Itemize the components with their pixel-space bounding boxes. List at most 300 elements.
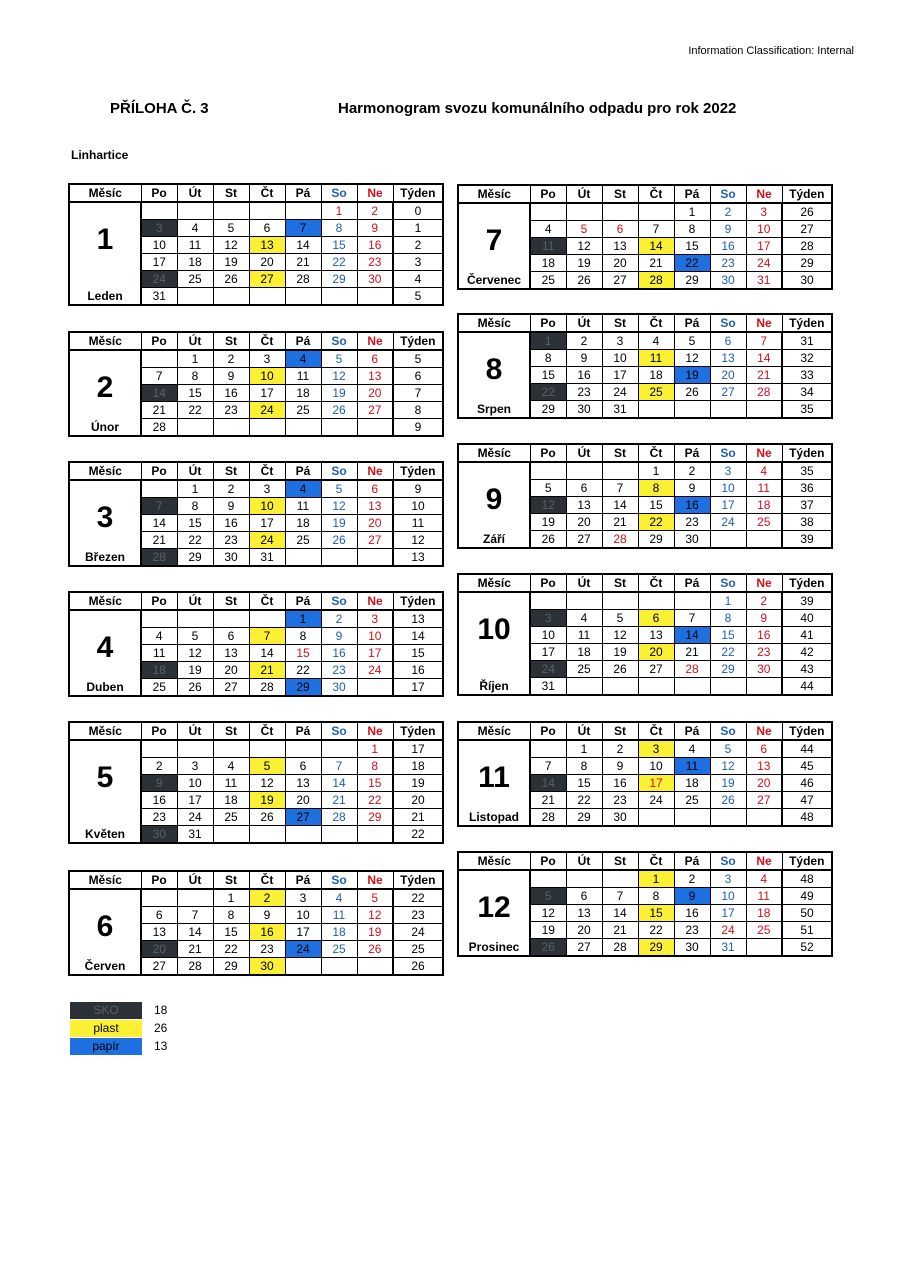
day-cell: 7 [249, 628, 285, 645]
day-cell: 14 [321, 775, 357, 792]
day-cell [638, 401, 674, 419]
day-cell: 3 [249, 480, 285, 498]
day-cell: 17 [638, 775, 674, 792]
day-cell: 3 [710, 462, 746, 480]
day-cell: 20 [638, 644, 674, 661]
column-header: Týden [782, 852, 832, 870]
month-number: 2 [96, 371, 114, 404]
day-cell [249, 419, 285, 437]
day-cell: 20 [357, 385, 393, 402]
day-cell [249, 610, 285, 628]
month-table-11 [457, 721, 833, 827]
day-cell: 9 [357, 220, 393, 237]
day-cell: 2 [746, 592, 782, 610]
appendix-label: PŘÍLOHA Č. 3 [110, 100, 209, 117]
column-header: Týden [393, 592, 443, 610]
day-cell: 14 [530, 775, 566, 792]
day-cell: 14 [674, 627, 710, 644]
day-cell: 22 [357, 792, 393, 809]
day-cell: 20 [566, 922, 602, 939]
day-cell: 9 [566, 350, 602, 367]
day-cell: 21 [602, 922, 638, 939]
day-cell: 13 [638, 627, 674, 644]
day-cell: 12 [249, 775, 285, 792]
month-number: 11 [478, 761, 510, 794]
day-cell: 11 [530, 238, 566, 255]
column-header: St [213, 871, 249, 889]
column-header: So [710, 722, 746, 740]
day-cell: 4 [566, 610, 602, 627]
day-cell: 8 [285, 628, 321, 645]
month-cell [69, 889, 141, 975]
day-cell: 22 [177, 402, 213, 419]
week-number: 32 [782, 350, 832, 367]
column-header: Ne [746, 444, 782, 462]
day-cell [530, 203, 566, 221]
day-cell: 14 [602, 905, 638, 922]
day-cell [213, 419, 249, 437]
day-cell: 4 [321, 889, 357, 907]
day-cell: 24 [141, 271, 177, 288]
day-cell: 4 [285, 350, 321, 368]
column-header: Týden [393, 722, 443, 740]
column-header: Ne [746, 574, 782, 592]
day-cell: 3 [638, 740, 674, 758]
day-cell: 5 [357, 889, 393, 907]
day-cell: 11 [674, 758, 710, 775]
day-cell: 25 [285, 402, 321, 419]
day-cell: 11 [285, 368, 321, 385]
month-table-7 [457, 184, 833, 290]
day-cell [285, 826, 321, 844]
day-cell: 4 [746, 462, 782, 480]
day-cell [602, 870, 638, 888]
week-number: 10 [393, 498, 443, 515]
column-header: Pá [285, 462, 321, 480]
month-name: Leden [87, 289, 123, 303]
column-header: St [602, 314, 638, 332]
column-header: Ne [746, 852, 782, 870]
day-cell: 27 [710, 384, 746, 401]
day-cell: 6 [566, 480, 602, 497]
week-number: 49 [782, 888, 832, 905]
day-cell: 18 [285, 385, 321, 402]
day-cell: 17 [710, 497, 746, 514]
week-row [458, 592, 832, 610]
legend-count: 13 [154, 1039, 168, 1053]
day-cell: 30 [602, 809, 638, 827]
day-cell: 24 [177, 809, 213, 826]
day-cell: 11 [746, 480, 782, 497]
month-name: Červenec [466, 273, 522, 287]
day-cell: 26 [213, 271, 249, 288]
day-cell: 5 [674, 332, 710, 350]
day-cell: 2 [213, 350, 249, 368]
week-number: 48 [782, 809, 832, 827]
day-cell: 1 [177, 480, 213, 498]
day-cell: 13 [357, 368, 393, 385]
month-name: Květen [84, 827, 125, 841]
day-cell: 18 [321, 924, 357, 941]
day-cell: 22 [530, 384, 566, 401]
day-cell: 13 [566, 497, 602, 514]
day-cell [357, 419, 393, 437]
column-header: St [602, 722, 638, 740]
day-cell [638, 809, 674, 827]
day-cell: 10 [141, 237, 177, 254]
day-cell [602, 462, 638, 480]
location-label: Linhartice [71, 148, 129, 162]
day-cell [638, 678, 674, 696]
week-number: 38 [782, 514, 832, 531]
column-header: Ne [357, 462, 393, 480]
day-cell: 7 [674, 610, 710, 627]
day-cell: 20 [602, 255, 638, 272]
week-number: 12 [393, 532, 443, 549]
month-table-1 [68, 183, 444, 306]
column-header: Měsíc [69, 871, 141, 889]
day-cell [638, 592, 674, 610]
day-cell: 28 [638, 272, 674, 290]
day-cell: 31 [249, 549, 285, 567]
day-cell: 28 [249, 679, 285, 697]
day-cell: 1 [285, 610, 321, 628]
day-cell: 14 [141, 515, 177, 532]
day-cell [177, 740, 213, 758]
column-header: Čt [638, 574, 674, 592]
day-cell: 2 [213, 480, 249, 498]
day-cell [566, 592, 602, 610]
day-cell: 21 [321, 792, 357, 809]
day-cell: 29 [638, 531, 674, 549]
day-cell: 12 [566, 238, 602, 255]
day-cell: 8 [710, 610, 746, 627]
column-header: Po [530, 574, 566, 592]
day-cell: 16 [746, 627, 782, 644]
column-header: Po [530, 852, 566, 870]
week-number: 11 [393, 515, 443, 532]
day-cell [285, 288, 321, 306]
day-cell: 2 [674, 870, 710, 888]
day-cell [710, 401, 746, 419]
day-cell: 14 [602, 497, 638, 514]
day-cell: 9 [710, 221, 746, 238]
day-cell: 25 [141, 679, 177, 697]
day-cell [746, 531, 782, 549]
day-cell: 20 [213, 662, 249, 679]
day-cell: 16 [213, 385, 249, 402]
day-cell: 9 [249, 907, 285, 924]
day-cell: 28 [285, 271, 321, 288]
day-cell: 22 [321, 254, 357, 271]
day-cell: 17 [249, 385, 285, 402]
week-number: 14 [393, 628, 443, 645]
day-cell [746, 939, 782, 957]
week-number: 26 [782, 203, 832, 221]
day-cell: 30 [674, 939, 710, 957]
week-number: 17 [393, 740, 443, 758]
day-cell [213, 826, 249, 844]
day-cell: 30 [213, 549, 249, 567]
day-cell: 12 [357, 907, 393, 924]
day-cell: 27 [357, 402, 393, 419]
day-cell: 20 [357, 515, 393, 532]
day-cell: 23 [321, 662, 357, 679]
day-cell: 2 [674, 462, 710, 480]
day-cell: 9 [746, 610, 782, 627]
day-cell: 9 [141, 775, 177, 792]
day-cell: 21 [746, 367, 782, 384]
day-cell: 26 [177, 679, 213, 697]
day-cell: 1 [566, 740, 602, 758]
day-cell: 12 [177, 645, 213, 662]
day-cell [141, 740, 177, 758]
month-cell [458, 870, 530, 956]
day-cell: 29 [710, 661, 746, 678]
column-header: Týden [393, 871, 443, 889]
day-cell [321, 288, 357, 306]
week-row [69, 202, 443, 220]
day-cell: 11 [285, 498, 321, 515]
day-cell: 3 [530, 610, 566, 627]
day-cell: 22 [710, 644, 746, 661]
day-cell: 27 [285, 809, 321, 826]
month-number: 8 [485, 353, 503, 386]
day-cell [566, 678, 602, 696]
week-row [69, 610, 443, 628]
day-cell [710, 809, 746, 827]
column-header: So [321, 871, 357, 889]
day-cell: 6 [249, 220, 285, 237]
month-number: 9 [485, 483, 503, 516]
day-cell: 16 [710, 238, 746, 255]
day-cell: 14 [177, 924, 213, 941]
day-cell [530, 592, 566, 610]
day-cell: 6 [746, 740, 782, 758]
day-cell [674, 401, 710, 419]
day-cell: 26 [530, 531, 566, 549]
week-number: 24 [393, 924, 443, 941]
day-cell: 5 [530, 888, 566, 905]
day-cell: 28 [141, 419, 177, 437]
day-cell: 27 [638, 661, 674, 678]
day-cell: 12 [674, 350, 710, 367]
month-cell [69, 202, 141, 305]
month-name: Únor [91, 420, 119, 434]
day-cell: 8 [177, 368, 213, 385]
month-table-3 [68, 461, 444, 567]
column-header: Út [177, 184, 213, 202]
day-cell: 24 [638, 792, 674, 809]
day-cell: 15 [530, 367, 566, 384]
day-cell: 15 [710, 627, 746, 644]
column-header: Měsíc [458, 574, 530, 592]
week-number: 6 [393, 368, 443, 385]
day-cell: 4 [141, 628, 177, 645]
day-cell [321, 958, 357, 976]
week-number: 21 [393, 809, 443, 826]
column-header: Měsíc [69, 462, 141, 480]
day-cell: 19 [710, 775, 746, 792]
column-header: Út [566, 185, 602, 203]
day-cell: 5 [249, 758, 285, 775]
day-cell: 1 [638, 870, 674, 888]
day-cell [357, 549, 393, 567]
day-cell: 4 [530, 221, 566, 238]
day-cell [321, 549, 357, 567]
day-cell: 29 [566, 809, 602, 827]
column-header: Pá [285, 592, 321, 610]
month-cell [69, 350, 141, 436]
day-cell: 15 [638, 905, 674, 922]
day-cell: 3 [249, 350, 285, 368]
column-header: Čt [638, 444, 674, 462]
week-number: 23 [393, 907, 443, 924]
column-header: Čt [638, 852, 674, 870]
week-number: 39 [782, 592, 832, 610]
day-cell: 21 [249, 662, 285, 679]
day-cell [530, 740, 566, 758]
day-cell: 15 [674, 238, 710, 255]
day-cell: 7 [141, 368, 177, 385]
day-cell [357, 288, 393, 306]
day-cell: 10 [638, 758, 674, 775]
day-cell [141, 480, 177, 498]
day-cell: 31 [177, 826, 213, 844]
day-cell: 27 [357, 532, 393, 549]
day-cell: 18 [285, 515, 321, 532]
day-cell: 9 [674, 888, 710, 905]
day-cell: 26 [602, 661, 638, 678]
day-cell: 15 [177, 515, 213, 532]
week-row [458, 203, 832, 221]
week-number: 35 [782, 401, 832, 419]
column-header: So [710, 444, 746, 462]
legend-item-plast [70, 1019, 167, 1037]
column-header: Ne [357, 184, 393, 202]
day-cell: 18 [530, 255, 566, 272]
column-header: Po [141, 592, 177, 610]
column-header: Týden [782, 722, 832, 740]
day-cell [285, 740, 321, 758]
week-number: 28 [782, 238, 832, 255]
day-cell: 18 [213, 792, 249, 809]
day-cell: 15 [566, 775, 602, 792]
day-cell [638, 203, 674, 221]
day-cell: 13 [213, 645, 249, 662]
week-number: 50 [782, 905, 832, 922]
month-cell [458, 332, 530, 418]
day-cell: 27 [746, 792, 782, 809]
column-header: Měsíc [458, 185, 530, 203]
day-cell [177, 889, 213, 907]
day-cell: 18 [746, 905, 782, 922]
day-cell: 4 [285, 480, 321, 498]
column-header: Týden [393, 462, 443, 480]
week-number: 16 [393, 662, 443, 679]
day-cell [213, 610, 249, 628]
day-cell: 4 [177, 220, 213, 237]
day-cell: 14 [285, 237, 321, 254]
day-cell: 30 [746, 661, 782, 678]
day-cell: 20 [566, 514, 602, 531]
day-cell: 4 [213, 758, 249, 775]
day-cell: 20 [249, 254, 285, 271]
column-header: Pá [285, 871, 321, 889]
day-cell: 24 [530, 661, 566, 678]
day-cell: 12 [530, 497, 566, 514]
column-header: Měsíc [69, 722, 141, 740]
day-cell: 16 [213, 515, 249, 532]
day-cell: 7 [602, 888, 638, 905]
column-header: Ne [746, 185, 782, 203]
week-number: 47 [782, 792, 832, 809]
column-header: Út [566, 314, 602, 332]
week-number: 19 [393, 775, 443, 792]
day-cell: 15 [285, 645, 321, 662]
day-cell: 23 [710, 255, 746, 272]
day-cell: 19 [357, 924, 393, 941]
day-cell [710, 531, 746, 549]
week-number: 39 [782, 531, 832, 549]
column-header: Ne [357, 592, 393, 610]
day-cell: 11 [213, 775, 249, 792]
day-cell: 29 [213, 958, 249, 976]
day-cell: 3 [710, 870, 746, 888]
day-cell: 23 [602, 792, 638, 809]
day-cell: 28 [530, 809, 566, 827]
day-cell: 2 [566, 332, 602, 350]
month-name: Duben [86, 680, 124, 694]
day-cell: 26 [710, 792, 746, 809]
week-row [458, 870, 832, 888]
day-cell: 1 [321, 202, 357, 220]
day-cell: 12 [602, 627, 638, 644]
day-cell: 16 [602, 775, 638, 792]
day-cell: 5 [566, 221, 602, 238]
column-header: So [321, 592, 357, 610]
day-cell: 29 [674, 272, 710, 290]
day-cell: 20 [285, 792, 321, 809]
month-cell [458, 203, 530, 289]
week-row [458, 462, 832, 480]
day-cell: 28 [602, 531, 638, 549]
week-number: 17 [393, 679, 443, 697]
day-cell [530, 870, 566, 888]
day-cell [213, 740, 249, 758]
day-cell: 9 [674, 480, 710, 497]
day-cell: 17 [285, 924, 321, 941]
day-cell: 13 [357, 498, 393, 515]
column-header: Út [566, 722, 602, 740]
month-name: Červen [84, 959, 126, 973]
week-number: 9 [393, 419, 443, 437]
month-number: 6 [96, 910, 114, 943]
week-number: 22 [393, 826, 443, 844]
legend [70, 1001, 167, 1055]
day-cell: 16 [141, 792, 177, 809]
day-cell: 2 [602, 740, 638, 758]
week-number: 41 [782, 627, 832, 644]
day-cell [530, 462, 566, 480]
day-cell: 17 [177, 792, 213, 809]
week-number: 15 [393, 645, 443, 662]
day-cell: 17 [710, 905, 746, 922]
column-header: Týden [782, 185, 832, 203]
day-cell: 21 [638, 255, 674, 272]
column-header: So [710, 314, 746, 332]
document-title: Harmonogram svozu komunálního odpadu pro rok 2022 [338, 100, 737, 117]
